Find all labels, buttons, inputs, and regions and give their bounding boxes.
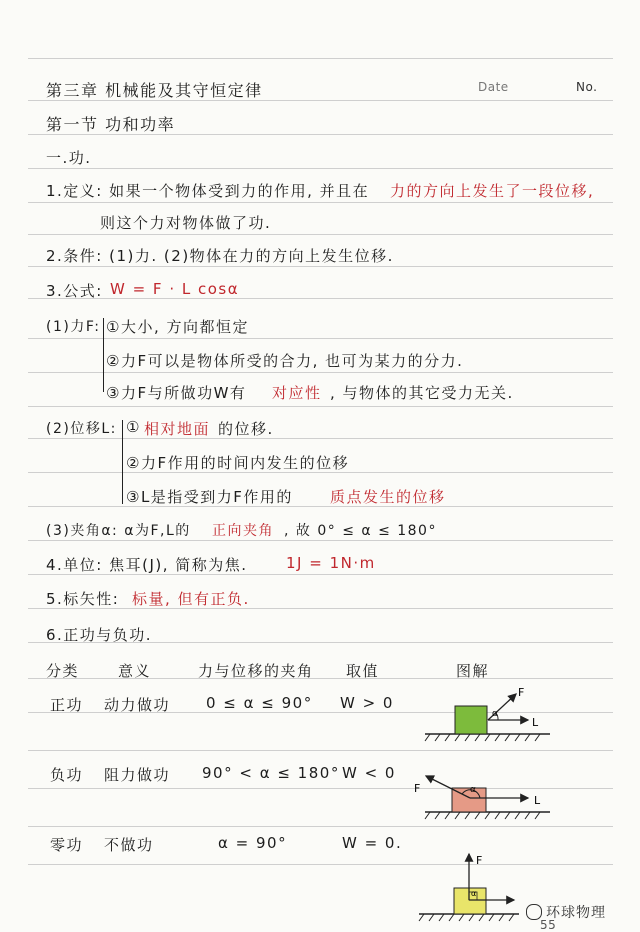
table-header-value: 取值 [346, 662, 380, 680]
neg-force-label: F [414, 782, 421, 795]
watermark: 环球物理 [546, 905, 606, 921]
heading-work: 一.功. [46, 149, 92, 167]
table-header-type: 分类 [46, 662, 80, 680]
row-zero-meaning: 不做功 [104, 836, 154, 854]
force-item-3-red: 对应性 [272, 384, 322, 402]
formula: W = F · L cosα [110, 280, 240, 298]
force-brace [103, 318, 104, 392]
angle-range: , 故 0° ≤ α ≤ 180° [284, 523, 437, 539]
unit-text: 4.单位: 焦耳(J), 简称为焦. [46, 556, 248, 574]
row-positive-type: 正功 [50, 696, 84, 714]
disp-item-3-red: 质点发生的位移 [330, 488, 446, 506]
table-header-angle: 力与位移的夹角 [198, 662, 314, 680]
pos-neg-heading: 6.正功与负功. [46, 626, 153, 644]
angle-red: 正向夹角 [212, 523, 274, 539]
scalar-red: 标量, 但有正负. [132, 590, 250, 608]
row-zero-value: W = 0. [342, 834, 403, 852]
definition-line2: 则这个力对物体做了功. [100, 214, 272, 232]
row-negative-value: W < 0 [342, 764, 396, 782]
positive-work-diagram [420, 684, 560, 744]
row-zero-type: 零功 [50, 836, 84, 854]
neg-angle-label: α [470, 785, 476, 795]
disp-item-2: ②力F作用的时间内发生的位移 [126, 454, 350, 472]
date-label: Date [478, 80, 509, 94]
table-header-meaning: 意义 [118, 662, 152, 680]
displacement-brace [122, 420, 123, 504]
neg-displacement-label: L [534, 794, 541, 807]
row-negative-angle: 90° < α ≤ 180° [202, 764, 340, 782]
no-label: No. [576, 80, 598, 94]
row-positive-meaning: 动力做功 [104, 696, 171, 714]
row-positive-angle: 0 ≤ α ≤ 90° [206, 694, 313, 712]
force-label: (1)力F: [46, 319, 101, 335]
row-negative-type: 负功 [50, 766, 84, 784]
scalar-label: 5.标矢性: [46, 590, 120, 608]
force-item-1: ①大小, 方向都恒定 [106, 318, 249, 336]
displacement-label: (2)位移L: [46, 421, 117, 437]
row-positive-value: W > 0 [340, 694, 394, 712]
page-number: 55 [540, 918, 557, 932]
zero-angle-label: α [471, 889, 477, 898]
force-item-2: ②力F可以是物体所受的合力, 也可为某力的分力. [106, 352, 464, 370]
definition-red: 力的方向上发生了一段位移, [390, 182, 595, 200]
disp-item-1-num: ① [126, 418, 141, 436]
disp-item-3a: ③L是指受到力F作用的 [126, 488, 293, 506]
zero-force-label: F [476, 854, 483, 867]
unit-red: 1J = 1N·m [286, 554, 376, 572]
pos-force-label: F [518, 686, 525, 699]
row-negative-meaning: 阻力做功 [104, 766, 171, 784]
zero-work-diagram [414, 848, 524, 922]
force-item-3a: ③力F与所做功W有 [106, 384, 247, 402]
pos-angle-label: α [492, 709, 498, 719]
disp-item-1b: 的位移. [218, 420, 274, 438]
condition: 2.条件: (1)力. (2)物体在力的方向上发生位移. [46, 247, 394, 265]
row-zero-angle: α = 90° [218, 834, 288, 852]
disp-item-1-red: 相对地面 [144, 420, 211, 438]
chapter-title: 第三章 机械能及其守恒定律 [46, 81, 263, 100]
definition-prefix: 1.定义: 如果一个物体受到力的作用, 并且在 [46, 182, 370, 200]
table-header-diagram: 图解 [456, 662, 490, 680]
pos-displacement-label: L [532, 716, 539, 729]
force-item-3b: , 与物体的其它受力无关. [330, 384, 514, 402]
negative-work-diagram [410, 768, 560, 824]
section-title: 第一节 功和功率 [46, 115, 176, 134]
formula-prefix: 3.公式: [46, 282, 103, 300]
angle-prefix: (3)夹角α: α为F,L的 [46, 523, 191, 539]
